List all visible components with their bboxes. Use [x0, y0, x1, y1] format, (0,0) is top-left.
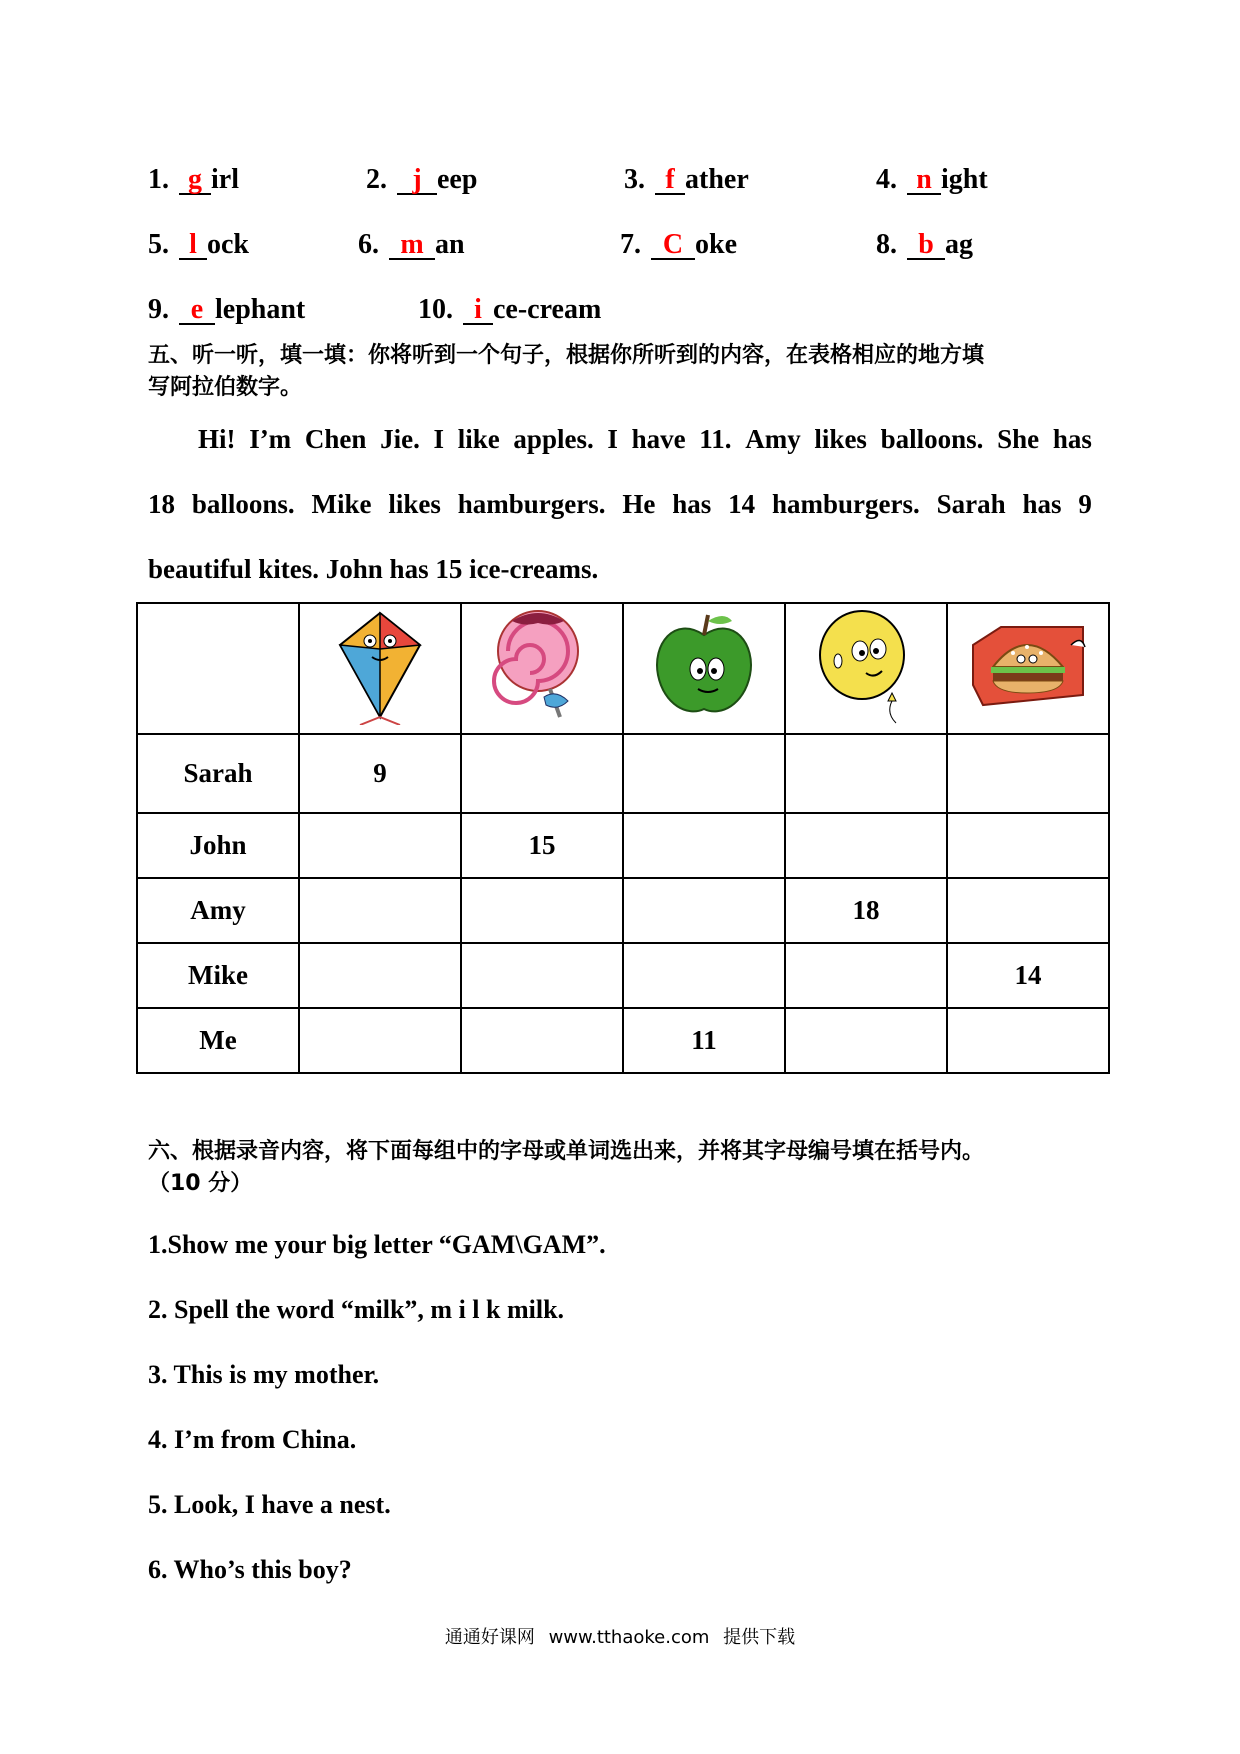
- balloon-icon: [806, 605, 926, 725]
- row-name: Mike: [137, 943, 299, 1008]
- section5-title: 五、听一听，填一填：你将听到一个句子，根据你所听到的内容，在表格相应的地方填 写阿拉伯数字。: [148, 343, 985, 400]
- question-2: 2. Spell the word “milk”, m i l k milk.: [148, 1295, 565, 1324]
- answer-blank: b: [907, 232, 945, 260]
- row-name: Sarah: [137, 734, 299, 813]
- kite-cell: [299, 603, 461, 734]
- table-cell: [461, 943, 623, 1008]
- table-cell: [299, 943, 461, 1008]
- answer-blank: C: [651, 232, 695, 260]
- table-cell: [947, 1008, 1109, 1073]
- answer-blank: f: [655, 167, 685, 195]
- word-item-2: 2. j eep: [366, 164, 478, 195]
- row-name: Me: [137, 1008, 299, 1073]
- answer-blank: l: [179, 232, 207, 260]
- hamburger-icon: [963, 605, 1093, 725]
- table-cell: [785, 943, 947, 1008]
- table-cell: [785, 1008, 947, 1073]
- question-3: 3. This is my mother.: [148, 1360, 380, 1389]
- answer-blank: e: [179, 297, 215, 325]
- lollipop-cell: [461, 603, 623, 734]
- question-5: 5. Look, I have a nest.: [148, 1490, 391, 1519]
- table-cell: [299, 878, 461, 943]
- word-item-3: 3. f ather: [624, 164, 749, 195]
- kite-icon: [320, 605, 440, 725]
- table-cell: [785, 813, 947, 878]
- table-cell: 11: [623, 1008, 785, 1073]
- table-row: [137, 734, 1109, 813]
- table-cell: [947, 878, 1109, 943]
- table-cell: [947, 813, 1109, 878]
- answer-blank: m: [389, 232, 435, 260]
- word-item-4: 4. n ight: [876, 164, 988, 195]
- balloon-cell: [785, 603, 947, 734]
- table-row: [137, 1008, 1109, 1073]
- footer-site-name: 通通好课网: [444, 1627, 535, 1648]
- apple-cell: [623, 603, 785, 734]
- table-cell: 15: [461, 813, 623, 878]
- table-header-row: [137, 603, 1109, 734]
- answer-blank: g: [179, 167, 211, 195]
- question-4: 4. I’m from China.: [148, 1425, 357, 1454]
- row-name: Amy: [137, 878, 299, 943]
- lollipop-icon: [482, 605, 602, 725]
- table-cell: [461, 878, 623, 943]
- word-item-7: 7. C oke: [620, 229, 737, 260]
- listening-text-line-3: beautiful kites. John has 15 ice-creams.: [148, 554, 599, 584]
- table-cell: [623, 943, 785, 1008]
- apple-icon: [644, 605, 764, 725]
- table-cell: [785, 734, 947, 813]
- table-row: [137, 878, 1109, 943]
- footer-suffix: 提供下载: [723, 1627, 796, 1648]
- word-item-9: 9. e lephant: [148, 294, 306, 325]
- question-1: 1.Show me your big letter “GAM\GAM”.: [148, 1230, 606, 1259]
- hamburger-cell: [947, 603, 1109, 734]
- listening-text-line-2: 18 balloons. Mike likes hamburgers. He has 14 hamburgers. Sarah has 9: [148, 489, 1092, 519]
- table-corner-cell: [137, 603, 299, 734]
- table-cell: [623, 734, 785, 813]
- word-item-6: 6. m an: [358, 229, 465, 260]
- word-item-10: 10. i ce-cream: [418, 294, 602, 325]
- table-cell: 18: [785, 878, 947, 943]
- table-cell: 9: [299, 734, 461, 813]
- table-cell: [947, 734, 1109, 813]
- table-row: [137, 813, 1109, 878]
- word-item-1: 1. g irl: [148, 164, 239, 195]
- table-cell: [623, 813, 785, 878]
- table-row: [137, 943, 1109, 1008]
- answer-blank: n: [907, 167, 941, 195]
- answer-blank: j: [397, 167, 437, 195]
- answer-blank: i: [463, 297, 493, 325]
- footer-url[interactable]: www.tthaoke.com: [548, 1627, 710, 1648]
- word-item-5: 5. l ock: [148, 229, 249, 260]
- table-cell: 14: [947, 943, 1109, 1008]
- answer-table: [136, 602, 1110, 1074]
- word-item-8: 8. b ag: [876, 229, 973, 260]
- listening-text-line-1: Hi! I’m Chen Jie. I like apples. I have 11. Amy likes balloons. She has: [198, 424, 1092, 454]
- page-footer: [0, 1623, 1240, 1649]
- table-cell: [461, 1008, 623, 1073]
- section6-title: 六、根据录音内容，将下面每组中的字母或单词选出来，并将其字母编号填在括号内。 （10 分）: [148, 1139, 985, 1196]
- table-cell: [623, 878, 785, 943]
- row-name: John: [137, 813, 299, 878]
- table-cell: [299, 813, 461, 878]
- table-cell: [299, 1008, 461, 1073]
- table-cell: [461, 734, 623, 813]
- question-6: 6. Who’s this boy?: [148, 1555, 352, 1584]
